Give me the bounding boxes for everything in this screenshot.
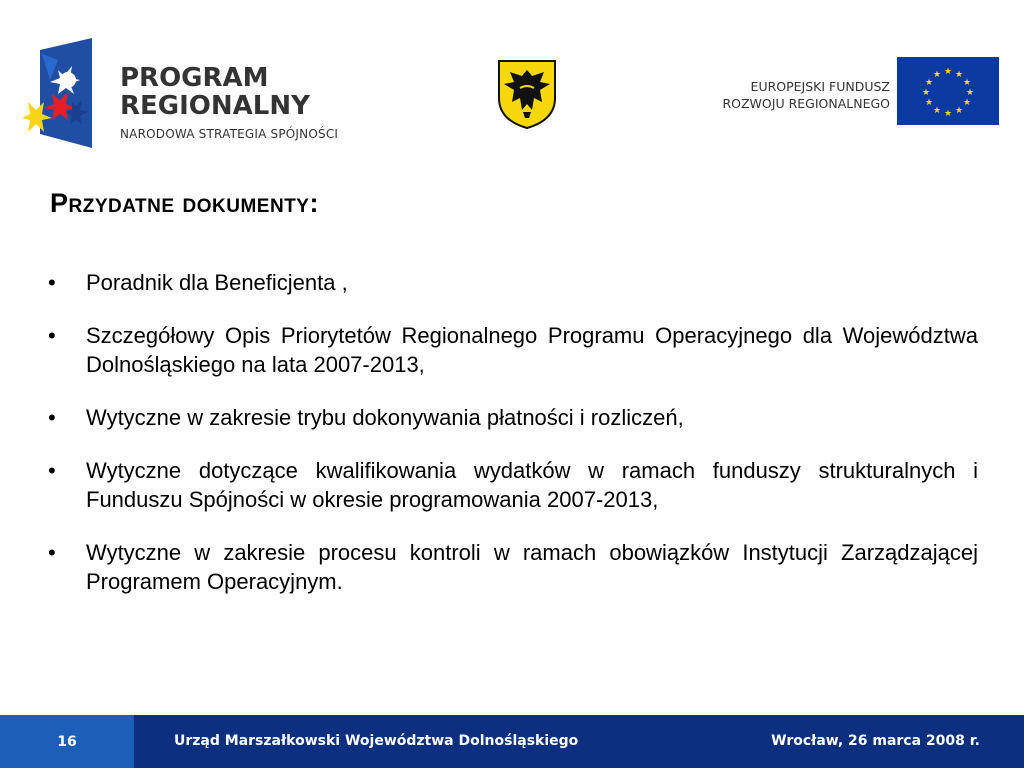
list-item xyxy=(48,403,978,432)
svg-text:★: ★ xyxy=(943,109,953,119)
slide-footer xyxy=(0,715,1024,768)
bullet-icon: • xyxy=(48,323,56,348)
list-item-text: Wytyczne w zakresie procesu kontroli w ramach obowiązków Instytucji Zarządzającej Programem Operacyjnym. xyxy=(86,540,978,594)
document-list xyxy=(48,268,978,620)
list-item xyxy=(48,268,978,297)
list-item xyxy=(48,321,978,379)
list-item xyxy=(48,456,978,514)
bullet-icon: • xyxy=(48,540,56,565)
svg-text:★: ★ xyxy=(943,67,953,77)
svg-text:★: ★ xyxy=(962,78,972,88)
list-item-text: Szczegółowy Opis Priorytetów Regionalnego Programu Operacyjnego dla Województwa Dolnośląskiego na lata 2007-2013, xyxy=(86,323,978,377)
svg-text:★: ★ xyxy=(954,106,964,116)
eu-fund-line2: ROZWOJU REGIONALNEGO xyxy=(722,96,890,111)
bullet-icon: • xyxy=(48,270,56,295)
list-item-text: Poradnik dla Beneficjenta , xyxy=(86,270,348,295)
svg-text:★: ★ xyxy=(962,98,972,108)
program-logo-line3: NARODOWA STRATEGIA SPÓJNOŚCI xyxy=(120,127,339,141)
svg-text:★: ★ xyxy=(921,88,931,98)
program-regionalny-logo xyxy=(22,36,382,156)
program-logo-emblem-icon xyxy=(22,36,122,156)
eu-fund-label xyxy=(700,78,890,112)
svg-text:★: ★ xyxy=(965,88,975,98)
page-number: 16 xyxy=(0,715,134,768)
list-item xyxy=(48,538,978,596)
bullet-icon: • xyxy=(48,458,56,483)
svg-text:★: ★ xyxy=(954,70,964,80)
list-item-text: Wytyczne dotyczące kwalifikowania wydatków w ramach funduszy strukturalnych i Funduszu Spójności w okresie programowania 2007-2013, xyxy=(86,458,978,512)
list-item-text: Wytyczne w zakresie trybu dokonywania płatności i rozliczeń, xyxy=(86,405,684,430)
eu-flag-icon xyxy=(897,57,999,125)
svg-text:★: ★ xyxy=(924,98,934,108)
svg-text:★: ★ xyxy=(924,78,934,88)
footer-place-date: Wrocław, 26 marca 2008 r. xyxy=(771,733,980,749)
svg-text:★: ★ xyxy=(932,106,942,116)
svg-text:★: ★ xyxy=(932,70,942,80)
bullet-icon: • xyxy=(48,405,56,430)
coat-of-arms-icon xyxy=(496,58,558,130)
program-logo-line2: REGIONALNY xyxy=(120,91,310,121)
program-logo-text xyxy=(120,64,338,142)
program-logo-line1: PROGRAM xyxy=(120,63,269,93)
slide-title: Przydatne dokumenty: xyxy=(50,188,319,218)
footer-organization: Urząd Marszałkowski Województwa Dolnośląskiego xyxy=(174,733,579,749)
eu-fund-line1: EUROPEJSKI FUNDUSZ xyxy=(750,79,890,94)
